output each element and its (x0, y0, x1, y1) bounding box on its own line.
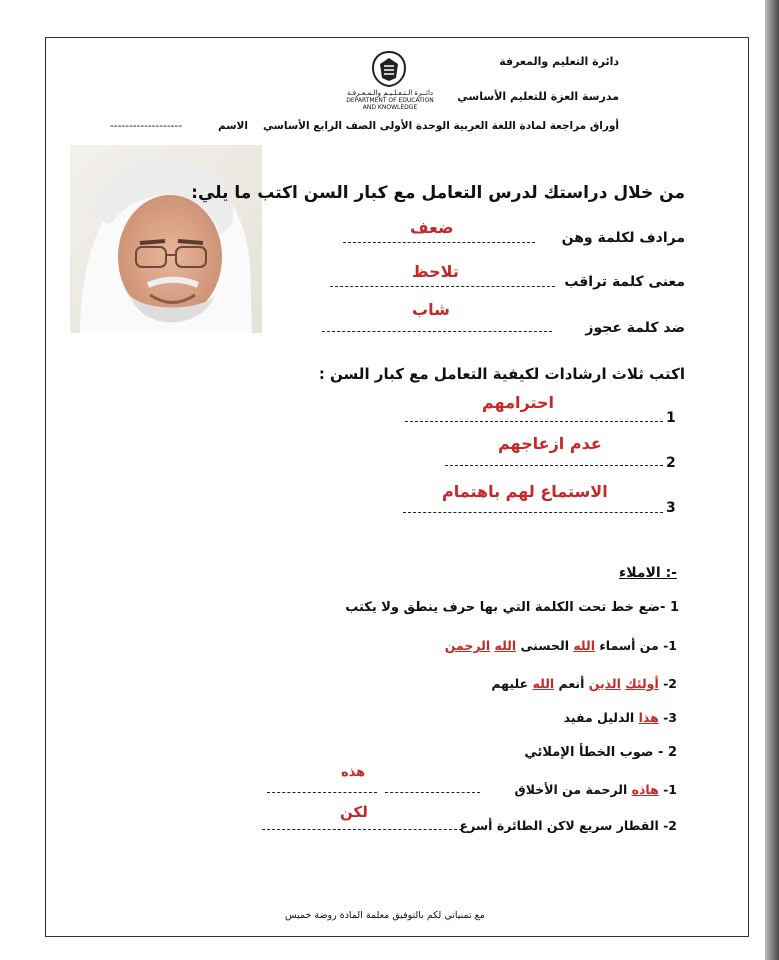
sentence1-text: الحسنى (516, 638, 574, 653)
sentence2-text: 2- (658, 676, 677, 691)
sentence2-text: عليهم (491, 676, 533, 691)
q1-answer-line (343, 242, 535, 243)
correction1-text: الرحمة من الأخلاق (514, 782, 632, 797)
section1-intro: من خلال دراستك لدرس التعامل مع كبار السن اكتب ما يلي: (191, 183, 685, 203)
worksheet-title: أوراق مراجعة لمادة اللغة العربية الوحدة الأولى الصف الرابع الأساسي (262, 120, 619, 132)
q2-answer-line (330, 286, 555, 287)
sentence2-underlined-word: أولئك (625, 676, 659, 691)
elderly-man-photo (70, 145, 262, 333)
tip1-number: 1 (666, 410, 676, 426)
tip2-number: 2 (666, 455, 676, 471)
correction2-line (262, 829, 462, 830)
tip3-number: 3 (666, 500, 676, 516)
correction2-answer: لكن (340, 803, 368, 821)
logo-english-line1: DEPARTMENT OF EDUCATION (346, 97, 434, 104)
department-name: دائرة التعليم والمعرفة (499, 55, 619, 68)
screen-edge (765, 0, 779, 960)
tip3-answer: الاستماع لهم باهتمام (442, 482, 608, 501)
education-department-logo (369, 50, 409, 88)
correction1-line-a (267, 792, 377, 793)
sentence2 (491, 676, 677, 691)
sentence3-text: الدليل مفيد (563, 710, 639, 725)
correction1-answer: هذه (341, 765, 366, 780)
section2-title: اكتب ثلاث ارشادات لكيفية التعامل مع كبار السن : (318, 365, 685, 383)
name-label: الاسم (218, 120, 248, 132)
q3-label: ضد كلمة عجوز (585, 320, 685, 336)
sentence1-text: 1- من أسماء (595, 638, 677, 653)
tip3-line (403, 512, 663, 513)
sentence2-underlined-word: الله (532, 676, 555, 691)
correction1-line-b (385, 792, 480, 793)
q2-label: معنى كلمة تراقب (564, 274, 685, 290)
q3-answer: شاب (412, 300, 450, 319)
correction1-text: 1- (658, 782, 677, 797)
sentence1 (445, 638, 677, 653)
sentence3-underlined-word: هذا (638, 710, 659, 725)
tip2-answer: عدم ازعاجهم (498, 434, 602, 453)
footer-note: مع تمنياتي لكم بالتوفيق معلمة المادة روضة خميس (285, 910, 485, 921)
task1-instruction: 1 -ضع خط تحت الكلمة التي بها حرف ينطق ولا يكتب (345, 600, 679, 615)
tip1-line (405, 421, 663, 422)
tip2-line (445, 465, 663, 466)
sentence3 (564, 710, 677, 725)
sentence2-underlined-word: الذين (588, 676, 621, 691)
task2-instruction: 2 - صوب الخطأ الإملائي (524, 745, 677, 760)
q3-answer-line (322, 331, 552, 332)
q1-label: مرادف لكلمة وهن (561, 230, 685, 246)
sentence1-underlined-word: الله (573, 638, 596, 653)
sentence3-text: 3- (658, 710, 677, 725)
correction2-sentence: 2- القطار سريع لاكن الطائرة أسرع (459, 818, 677, 833)
tip1-answer: احترامهم (482, 393, 554, 412)
sentence1-underlined-word: الله (494, 638, 517, 653)
name-line: ------------------- (110, 120, 182, 132)
correction1-sentence (515, 782, 677, 797)
logo-arabic-text: دائــرة الـتـعـلـيـم والـمـعـرفـة (346, 89, 434, 97)
q1-answer: ضعف (410, 218, 454, 237)
correction1-wrong-word: هاذه (631, 782, 659, 797)
logo-english-line2: AND KNOWLEDGE (362, 104, 418, 111)
q2-answer: تلاحظ (412, 262, 459, 281)
school-name: مدرسة العزة للتعليم الأساسي (457, 90, 619, 103)
sentence1-underlined-word: الرحمن (444, 638, 491, 653)
dictation-title: -: الاملاء (619, 565, 677, 581)
sentence2-text: أنعم (554, 676, 589, 691)
